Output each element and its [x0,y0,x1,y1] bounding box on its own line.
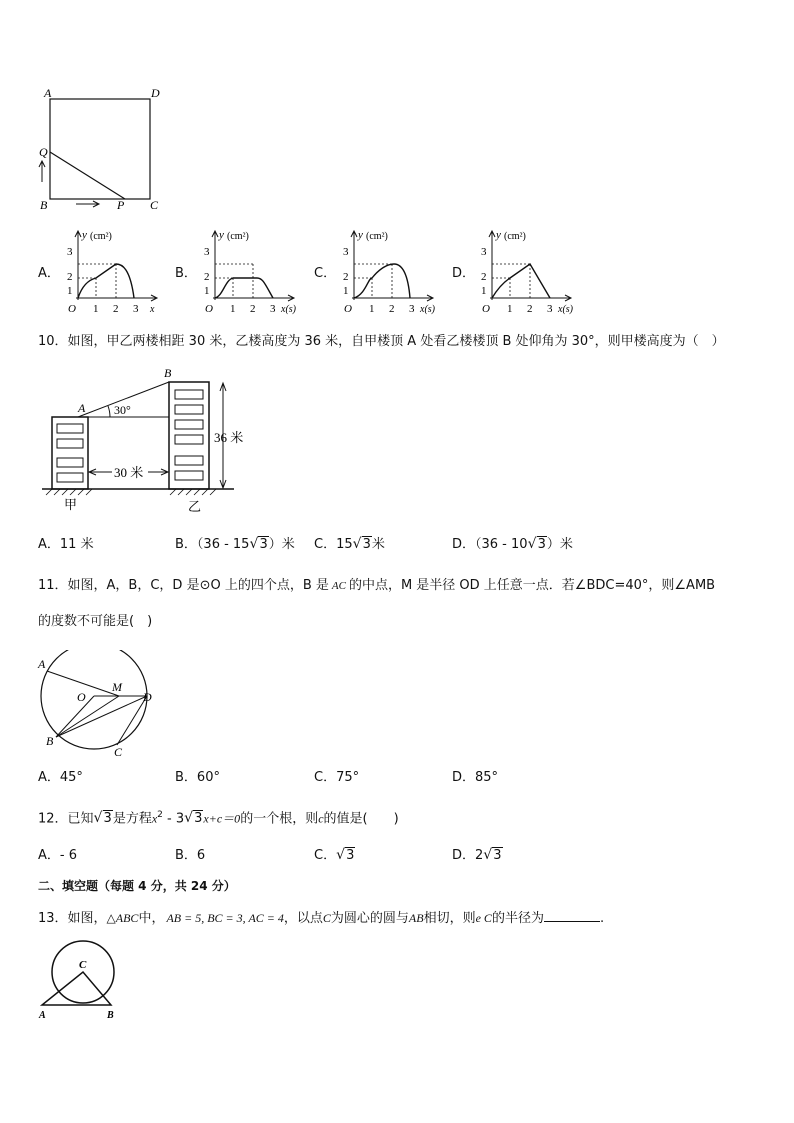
label-b: B [164,366,172,380]
label-p: P [117,198,125,212]
circle-figure [30,650,160,760]
tick-y-1: 1 [204,285,210,297]
tick-y-3: 3 [204,246,210,258]
section-title: 二、填空题（每题 4 分，共 24 分） [38,879,236,893]
q11-option-c: C．75° [314,770,360,785]
q10-stem: 10．如图，甲乙两楼相距 30 米，乙楼高度为 36 米，自甲楼顶 A 处看乙楼楼顶 B 处仰角为 30°，则甲楼高度为（ ） [38,334,725,349]
q9-option-letter: D． [452,266,476,281]
unit-label: (cm²) [366,231,388,242]
height-label: 36 米 [214,430,244,445]
q9-graph [474,228,594,320]
tick-x-2: 2 [389,303,395,315]
label-b: B [40,198,48,212]
q10-option-c: C．15√ 3米 [314,536,385,554]
label-o: O [77,690,86,704]
label-q: Q [39,145,48,159]
q11-stem: 11．如图，A，B，C，D 是⊙O 上的四个点，B 是 AC 的中点，M 是半径 OD 上任意一点．若∠BDC=40°，则∠AMB [38,578,716,593]
tick-x-1: 1 [507,303,513,315]
q12-stem: 12．已知√ 3是方程$x^2 - 3√$ 3x+c＝0的一个根，则c的值是( ) [38,806,399,828]
origin-label: O [344,303,352,315]
x-axis-label: x(s) [420,304,435,315]
x-axis-label: x [150,304,155,315]
unit-label: (cm²) [504,231,526,242]
label-m: M [112,680,122,694]
tick-x-2: 2 [113,303,119,315]
label-jia: 甲 [64,497,78,512]
tick-y-2: 2 [343,271,349,283]
q12-option-d: D．2√ 3 [452,847,503,865]
tick-x-1: 1 [369,303,375,315]
label-b: B [46,734,54,748]
y-axis-label: y [358,229,363,241]
q13-stem: 13．如图，△ABC中， AB = 5, BC = 3, AC = 4，以点C为圆心的圆与AB相切，则e C的半径为 . [38,911,605,926]
y-axis-label: y [219,229,224,241]
tick-x-3: 3 [133,303,139,315]
label-b: B [107,1010,114,1021]
label-yi: 乙 [188,499,202,514]
q9-graph [336,228,456,320]
circle-o [41,650,147,749]
tick-x-2: 2 [250,303,256,315]
tick-y-1: 1 [343,285,349,297]
q11-option-b: B．60° [175,770,220,785]
unit-label: (cm²) [227,231,249,242]
tick-x-1: 1 [93,303,99,315]
tick-y-1: 1 [67,285,73,297]
buildings-figure [38,362,248,514]
tick-y-3: 3 [481,246,487,258]
q11-option-d: D．85° [452,770,499,785]
tick-x-2: 2 [527,303,533,315]
q10-option-d: D．（36 - 10√ 3）米 [452,536,573,554]
label-a: A [38,657,46,671]
tick-x-3: 3 [270,303,276,315]
label-d: D [143,690,152,704]
tick-x-1: 1 [230,303,236,315]
label-d: D [151,86,160,100]
origin-label: O [68,303,76,315]
tick-y-2: 2 [481,271,487,283]
q9-option-letter: C． [314,266,337,281]
q10-option-b: B．（36 - 15√ 3）米 [175,536,295,554]
origin-label: O [482,303,490,315]
tick-x-3: 3 [409,303,415,315]
label-a: A [39,1010,46,1021]
label-a: A [78,401,86,415]
square-figure [30,82,170,214]
q12-option-b: B．6 [175,848,206,863]
q12-option-a: A．- 6 [38,848,77,863]
x-axis-label: x(s) [558,304,573,315]
tick-y-3: 3 [67,246,73,258]
tick-y-3: 3 [343,246,349,258]
triangle-circle-figure [36,935,126,1025]
tick-y-2: 2 [67,271,73,283]
distance-label: 30 米 [114,465,144,480]
x-axis-label: x(s) [281,304,296,315]
tick-x-3: 3 [547,303,553,315]
q11-stem-2: 的度数不可能是( ) [38,614,153,629]
q9-option-letter: A． [38,266,60,281]
q9-graph [197,228,317,320]
label-c: C [79,959,87,971]
answer-blank[interactable] [544,909,600,922]
origin-label: O [205,303,213,315]
q9-option-letter: B． [175,266,197,281]
unit-label: (cm²) [90,231,112,242]
q11-option-a: A．45° [38,770,83,785]
label-a: A [44,86,52,100]
label-c: C [114,745,123,759]
q12-option-c: C．√ 3 [314,847,355,865]
q10-option-a: A．11 米 [38,537,94,552]
angle-label: 30° [114,403,131,417]
tick-y-1: 1 [481,285,487,297]
y-axis-label: y [82,229,87,241]
q9-graph [60,228,180,320]
tick-y-2: 2 [204,271,210,283]
segment-qp [50,152,125,199]
y-axis-label: y [496,229,501,241]
label-c: C [150,198,159,212]
